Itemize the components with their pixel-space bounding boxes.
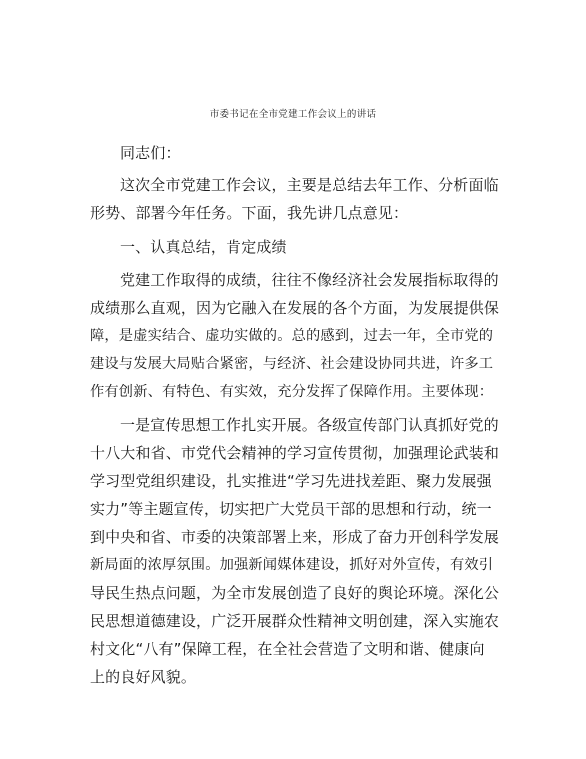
salutation: 同志们： <box>120 144 181 162</box>
paragraph-line: 一是宣传思想工作扎实开展。各级宣传部门认真抓好党的 <box>120 416 499 434</box>
paragraph-line: 十八大和省、市党代会精神的学习宣传贯彻，加强理论武装和 <box>90 444 500 462</box>
paragraph-line: 村文化“八有”保障工程，在全社会营造了文明和谐、健康向 <box>90 640 485 658</box>
paragraph-line: 成绩那么直观，因为它融入在发展的各个方面，为发展提供保 <box>90 299 500 317</box>
paragraph-line: 实力”等主题宣传，切实把广大党员干部的思想和行动，统一 <box>90 500 492 518</box>
paragraph-line: 建设与发展大局贴合紧密，与经济、社会建设协同共进，许多工 <box>90 356 494 372</box>
paragraph-line: 学习型党组织建设，扎实推进“学习先进找差距、聚力发展强 <box>90 472 492 490</box>
paragraph-line: 党建工作取得的成绩，往往不像经济社会发展指标取得的 <box>120 271 499 289</box>
paragraph-line: 新局面的浓厚氛围。加强新闻媒体建设，抓好对外宣传，有效引 <box>90 557 494 573</box>
paragraph-line: 导民生热点问题，为全市发展创造了良好的舆论环境。深化公 <box>90 584 500 602</box>
paragraph-line: 作有创新、有特色、有实效，充分发挥了保障作用。主要体现： <box>90 384 494 400</box>
paragraph-line: 这次全市党建工作会议，主要是总结去年工作、分析面临 <box>120 176 499 194</box>
paragraph-line: 形势、部署今年任务。下面，我先讲几点意见： <box>90 204 409 222</box>
paragraph-line: 到中央和省、市委的决策部署上来，形成了奋力开创科学发展 <box>90 528 500 546</box>
paragraph-line: 上的良好风貌。 <box>90 668 197 686</box>
paragraph-line: 民思想道德建设，广泛开展群众性精神文明创建，深入实施农 <box>90 612 500 630</box>
paragraph-line: 障，是虚实结合、虚功实做的。总的感到，过去一年，全市党的 <box>90 328 494 344</box>
page-title: 市委书记在全市党建工作会议上的讲话 <box>209 109 377 120</box>
section-heading: 一、认真总结，肯定成绩 <box>120 238 287 256</box>
